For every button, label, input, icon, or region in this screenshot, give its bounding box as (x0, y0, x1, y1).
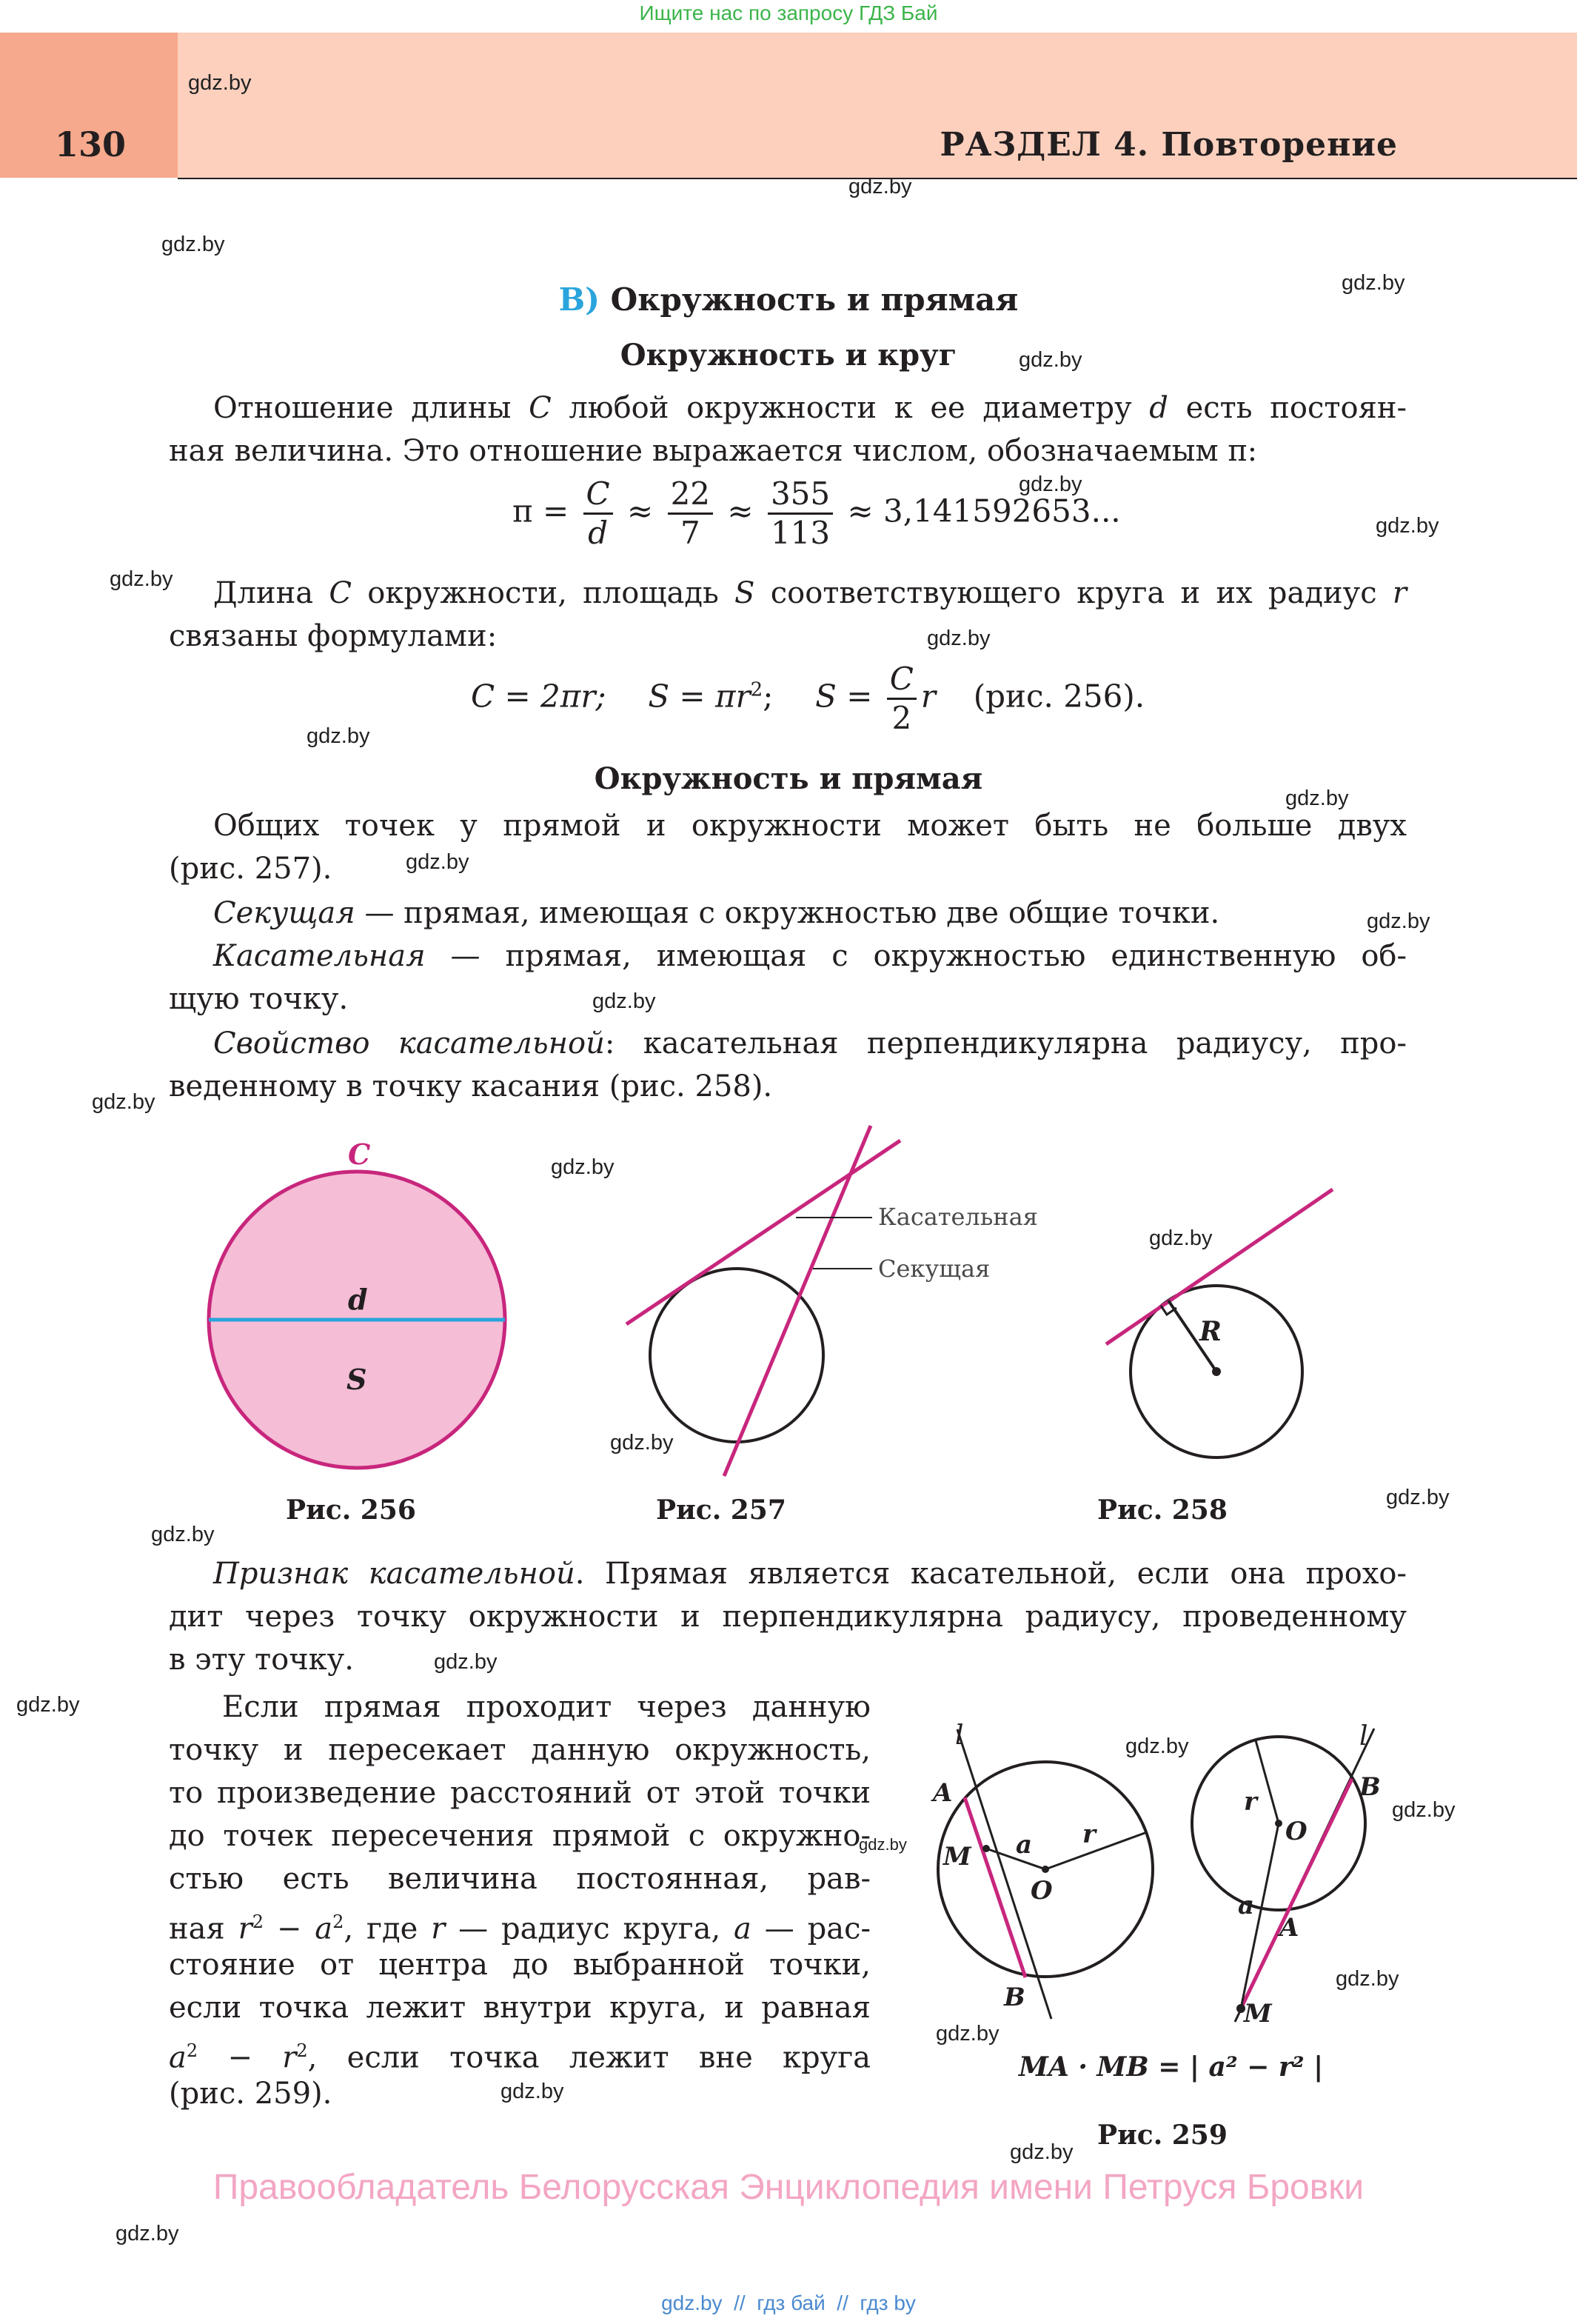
fig256-drawing (209, 1138, 505, 1468)
fig257-label-secant: Секущая (878, 1255, 991, 1283)
fig258-drawing (1106, 1189, 1333, 1457)
watermark: gdz.by (500, 2080, 564, 2103)
watermark: gdz.by (848, 175, 912, 198)
fig259-left-seg-r (1045, 1832, 1147, 1869)
watermark: gdz.by (151, 1523, 215, 1546)
watermark: gdz.by (1367, 909, 1430, 933)
fig257-circle (650, 1269, 823, 1442)
watermark: gdz.by (92, 1090, 155, 1114)
watermark: gdz.by (592, 989, 656, 1013)
criterion-line1: Признак касательной. Прямая является касательной, если она прохо- (213, 1557, 1407, 1591)
fig257-secant (724, 1126, 871, 1476)
para2-line2: связаны формулами: (169, 619, 498, 653)
s2-p4-line2: веденному в точку касания (рис. 258). (169, 1069, 773, 1103)
top-banner: Ищите нас по запросу ГДЗ Бай (639, 1, 938, 24)
watermark: gdz.by (161, 233, 225, 256)
watermark: gdz.by (307, 724, 370, 748)
watermark: gdz.by (1336, 1967, 1399, 1991)
svg-text:O: O (1031, 1876, 1053, 1906)
col-line8: если точка лежит внутри круга, и равная (169, 1991, 871, 2025)
svg-text:B: B (1359, 1772, 1381, 1802)
watermark: gdz.by (406, 850, 469, 874)
fig256-caption: Рис. 256 (286, 1495, 416, 1526)
figures-256-258 (0, 1111, 1577, 1540)
fig256-label-C: C (348, 1138, 371, 1171)
svg-text:O: O (1285, 1817, 1308, 1846)
watermark: gdz.by (115, 2222, 179, 2245)
col-line4: до точек пересечения прямой с окружно- (169, 1819, 871, 1853)
criterion-line2: дит через точку окружности и перпендикулярна радиусу, проведенному (169, 1600, 1407, 1634)
watermark: gdz.by (110, 567, 173, 591)
watermark: gdz.by (927, 627, 991, 650)
section-heading (0, 281, 1577, 318)
watermark: gdz.by (434, 1650, 498, 1674)
col-line6: ная $r^2 - a^2$, где r — радиус круга, a — рас- (169, 1911, 871, 1946)
col-line10: (рис. 259). (169, 2077, 332, 2111)
col-line9: $a^2 - r^2$, если точка лежит вне круга (169, 2040, 871, 2075)
s2-p4-line1: Свойство касательной: касательная перпендикулярна радиусу, про- (213, 1026, 1407, 1061)
svg-text:r: r (1082, 1820, 1096, 1849)
section-title: РАЗДЕЛ 4. Повторение (940, 126, 1398, 164)
para2-line1: Длина C окружности, площадь S соответствующего круга и их радиус r (213, 576, 1407, 610)
section-title-text: Окружность и прямая (610, 281, 1019, 318)
svg-text:M: M (943, 1842, 971, 1871)
section-letter: В) (558, 281, 600, 318)
col-line3: то произведение расстояний от этой точки (169, 1776, 871, 1810)
svg-text:A: A (1279, 1913, 1299, 1943)
watermark: gdz.by (1010, 2140, 1074, 2164)
fig259-right-seg-r (1256, 1740, 1279, 1823)
col-line7: стояние от центра до выбранной точки, (169, 1948, 871, 1982)
fig258-center (1212, 1367, 1221, 1376)
fig259-left-M (982, 1845, 990, 1852)
col-line5: стью есть величина постоянная, рав- (169, 1862, 871, 1896)
svg-text:r: r (1244, 1787, 1257, 1817)
fig258-caption: Рис. 258 (1097, 1495, 1228, 1526)
svg-text:l: l (955, 1720, 964, 1751)
footer-links[interactable]: gdz.by // гдз бай // гдз by (661, 2291, 916, 2314)
watermark: gdz.by (1149, 1226, 1213, 1250)
svg-text:a: a (1016, 1830, 1033, 1860)
fig259-formula: MA · MB = | a² − r² | (1019, 2051, 1324, 2083)
s2-p3-line2: щую точку. (169, 982, 349, 1016)
watermark: gdz.by (1019, 473, 1082, 496)
para1-line2: ная величина. Это отношение выражается числом, обозначаемым π: (169, 434, 1258, 468)
fig259-caption: Рис. 259 (1097, 2120, 1228, 2151)
fig257-drawing (626, 1126, 1038, 1476)
svg-text:A: A (933, 1778, 953, 1808)
fig259-left (931, 1720, 1153, 2019)
fig256-label-d: d (348, 1283, 368, 1316)
col-line1: Если прямая проходит через данную (222, 1690, 871, 1724)
subsection1-title: Окружность и круг (620, 338, 957, 373)
watermark: gdz.by (551, 1155, 615, 1179)
subsection2-title: Окружность и прямая (594, 761, 983, 796)
formula-circle: C = 2πr; $S = \pi r^2$; S = $\frac{C}{2}$ r (рис. 256). (471, 661, 1145, 736)
fig259-right-O (1275, 1820, 1282, 1827)
svg-text:l: l (1359, 1721, 1368, 1752)
fig259-left-line-l (957, 1729, 1051, 2019)
watermark: gdz.by (1342, 271, 1405, 295)
col-line2: точку и пересекает данную окружность, (169, 1733, 871, 1767)
s2-p3-line1: Касательная — прямая, имеющая с окружностью единственную об- (213, 939, 1407, 973)
svg-text:B: B (1004, 1983, 1025, 2012)
svg-text:M: M (1244, 1999, 1272, 2029)
formula-pi: π = $\frac{C}{d}$ ≈ $\frac{22}{7}$ ≈ $\frac{355}{113}$ ≈ 3,141592653... (512, 475, 1121, 551)
fig257-caption: Рис. 257 (656, 1495, 786, 1526)
watermark: gdz.by (1125, 1734, 1189, 1758)
watermark: gdz.by (936, 2022, 1000, 2046)
watermark: gdz.by (859, 1835, 907, 1854)
fig257-label-tangent: Касательная (878, 1203, 1038, 1231)
para1-line1: Отношение длины C любой окружности к ее диаметру d есть постоян- (213, 391, 1407, 425)
fig259-left-O (1042, 1866, 1049, 1873)
watermark: gdz.by (1376, 514, 1439, 538)
watermark: gdz.by (1386, 1486, 1450, 1509)
fig256-label-S: S (346, 1363, 367, 1396)
page-number: 130 (55, 124, 127, 164)
s2-p2: Секущая — прямая, имеющая с окружностью две общие точки. (213, 896, 1220, 930)
copyright-line: Правообладатель Белорусская Энциклопедия имени Петруся Бровки (212, 2168, 1365, 2207)
criterion-line3: в эту точку. (169, 1643, 354, 1677)
svg-text:a: a (1238, 1891, 1255, 1920)
header-site: gdz.by (188, 71, 252, 95)
s2-p1-line1: Общих точек у прямой и окружности может быть не больше двух (213, 809, 1407, 843)
watermark: gdz.by (610, 1431, 674, 1455)
watermark: gdz.by (1392, 1798, 1456, 1822)
s2-p1-line2: (рис. 257). (169, 852, 332, 886)
fig259 (0, 1703, 1577, 2148)
watermark: gdz.by (1285, 787, 1349, 810)
fig258-label-R: R (1199, 1316, 1222, 1347)
fig257-tangent (626, 1141, 900, 1324)
watermark: gdz.by (16, 1693, 80, 1717)
watermark: gdz.by (1019, 348, 1082, 372)
